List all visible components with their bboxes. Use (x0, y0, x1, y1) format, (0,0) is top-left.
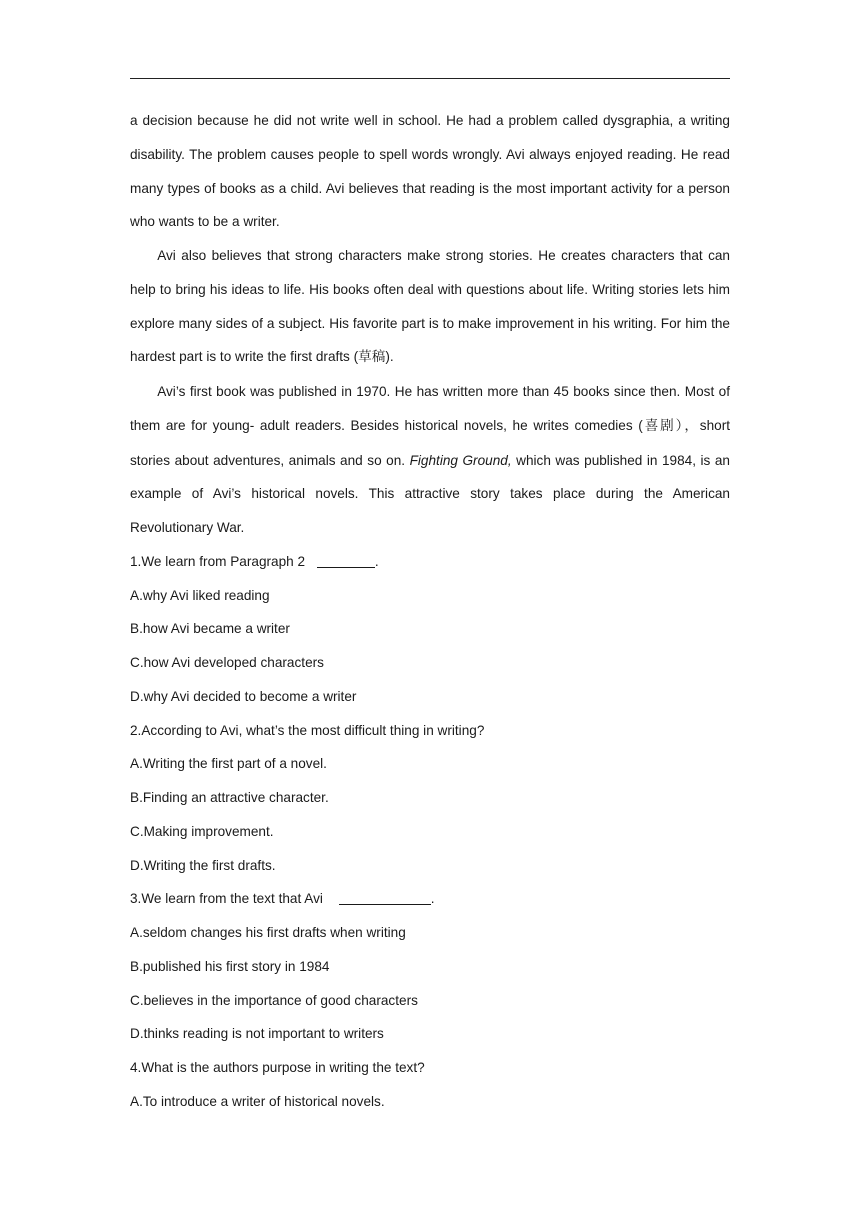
paragraph-3-text-c: which was published in 1984, is an example of Avi’s historical novels. This attractive story takes place during the American Revolutionary War. (130, 452, 730, 535)
answer-blank (339, 891, 431, 906)
paragraph-3-chinese-gloss: 喜剧） (642, 417, 685, 434)
question-1-option-c: C.how Avi developed characters (130, 655, 324, 670)
question-3-option-d: D.thinks reading is not important to writers (130, 1026, 384, 1042)
paragraph-2 (130, 239, 730, 375)
question-2-stem: 2.According to Avi, what’s the most difficult thing in writing? (130, 722, 485, 738)
document-body (130, 104, 730, 1119)
paragraph-3-text-b: ，short stories about adventures, animals and so on. (130, 417, 730, 468)
answer-blank (317, 553, 375, 568)
question-4-stem: 4.What is the authors purpose in writing the text? (130, 1060, 425, 1075)
header-rule (130, 78, 730, 79)
question-3-option-c: C.believes in the importance of good characters (130, 992, 418, 1008)
question-1-stem: 1.We learn from Paragraph 2 . (130, 553, 379, 569)
question-4-option-a: A.To introduce a writer of historical novels. (130, 1093, 385, 1109)
question-2-option-d: D.Writing the first drafts. (130, 857, 276, 873)
question-1-option-a: A.why Avi liked reading (130, 587, 270, 603)
paragraph-1: a decision because he did not write well in school. He had a problem called dysgraphia, a writing disability. The problem causes people to spell words wrongly. Avi always enjoyed reading. He read many types of books as a child. Avi believes that reading is the most important activity for a person who wants to be a writer. (130, 113, 730, 230)
question-2-option-a: A.Writing the first part of a novel. (130, 756, 327, 772)
question-1-option-d: D.why Avi decided to become a writer (130, 688, 357, 704)
question-3-option-a: A.seldom changes his first drafts when writing (130, 925, 406, 940)
question-2-option-c: C.Making improvement. (130, 823, 274, 839)
paragraph-3-text-a: Avi’s first book was published in 1970. He has written more than 45 books since then. Most of them are for young- adult readers. Besides historical novels, he writes comedies ( (130, 384, 730, 433)
paragraph-2-text: Avi also believes that strong characters make strong stories. He creates characters that can help to bring his ideas to life. His books often deal with questions about life. Writing stories lets him explore many sides of a subject. His favorite part is to make improvement in his writing. For him the hardest part is to write the first drafts ( (130, 248, 730, 365)
question-2-option-b: B.Finding an attractive character. (130, 790, 329, 805)
book-title: Fighting Ground, (409, 452, 512, 468)
question-1-option-b: B.how Avi became a writer (130, 621, 290, 637)
paragraph-2-chinese-gloss: 草稿 (358, 349, 386, 366)
question-3-stem: 3.We learn from the text that Avi . (130, 891, 435, 907)
paragraph-3 (130, 375, 730, 545)
paragraph-2-end: ). (385, 349, 394, 365)
question-3-option-b: B.published his first story in 1984 (130, 958, 330, 974)
